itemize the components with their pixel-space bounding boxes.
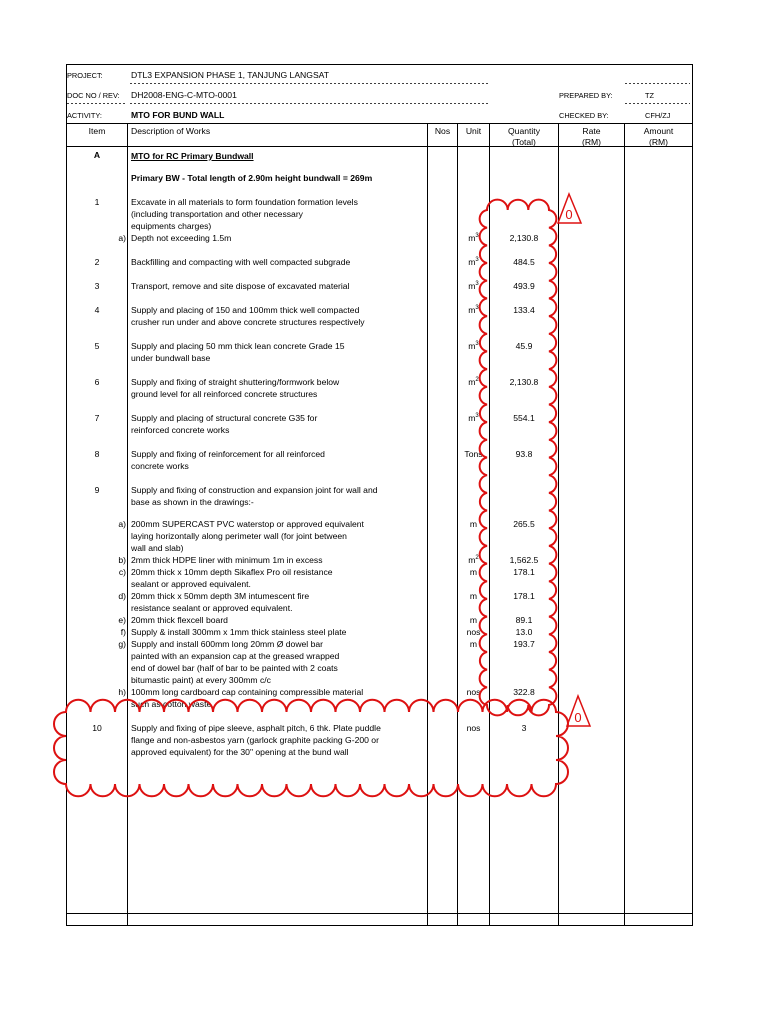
col-nos: Nos — [434, 126, 451, 136]
row-quantity: 133.4 — [513, 305, 535, 315]
row-quantity: 178.1 — [513, 567, 535, 577]
col-quantity: Quantity — [507, 126, 540, 136]
row-item-number: 8 — [94, 449, 100, 459]
row-quantity: 493.9 — [513, 281, 535, 291]
row-unit-text: m — [468, 377, 476, 387]
row-description-line: Supply and placing 50 mm thick lean concrete Grade 15 — [131, 341, 345, 351]
row-description-line: under bundwall base — [131, 353, 211, 363]
row-quantity: 3 — [521, 723, 527, 733]
checked-label: CHECKED BY: — [559, 111, 609, 120]
row-unit-text: m — [468, 555, 476, 565]
row-description-line: sealant or approved equivalent. — [131, 579, 251, 589]
row-unit-text: m — [468, 233, 476, 243]
row-unit-exponent: 3 — [475, 413, 479, 420]
row-description-line: 100mm long cardboard cap containing compressible material — [131, 687, 364, 697]
row-quantity: 13.0 — [515, 627, 533, 637]
row-description-line: wall and slab) — [131, 543, 184, 553]
row-item-number: 3 — [94, 281, 100, 291]
row-unit-exponent: 3 — [475, 305, 479, 312]
row-item-number: 10 — [92, 723, 102, 733]
row-item-number: 2 — [94, 257, 100, 267]
activity-value: MTO FOR BUND WALL — [131, 110, 225, 120]
row-description-line: 2mm thick HDPE liner with minimum 1m in excess — [131, 555, 323, 565]
row-description-line: 20mm thick flexcell board — [131, 615, 228, 625]
row-description-line: 200mm SUPERCAST PVC waterstop or approved equivalent — [131, 519, 364, 529]
row-description-line: ground level for all reinforced concrete structures — [131, 389, 318, 399]
row-description-line: flange and non-asbestos yarn (garlock graphite packing G-200 or — [131, 735, 379, 745]
row-unit-exponent: 2 — [475, 377, 479, 384]
row-description-line: equipments charges) — [131, 221, 212, 231]
row-description-line: Supply & install 300mm x 1mm thick stainless steel plate — [131, 627, 347, 637]
row-description-line: Supply and fixing of pipe sleeve, asphalt pitch, 6 thk. Plate puddle — [131, 723, 381, 733]
col-unit: Unit — [465, 126, 482, 136]
row-description-line: Excavate in all materials to form foundation formation levels — [131, 197, 358, 207]
col-description: Description of Works — [131, 126, 211, 136]
section-title: MTO for RC Primary Bundwall — [131, 151, 254, 161]
activity-label: ACTIVITY: — [67, 111, 102, 120]
row-description-line: Supply and fixing of straight shuttering/formwork below — [131, 377, 340, 387]
row-item-number: 7 — [94, 413, 100, 423]
row-quantity: 2,130.8 — [509, 377, 539, 387]
row-description-line: Supply and placing of 150 and 100mm thick well compacted — [131, 305, 360, 315]
row-unit-text: nos — [466, 687, 481, 697]
row-quantity: 93.8 — [515, 449, 533, 459]
row-quantity: 45.9 — [515, 341, 533, 351]
row-description-line: concrete works — [131, 461, 189, 471]
row-description-line: Supply and fixing of reinforcement for all reinforced — [131, 449, 325, 459]
row-quantity: 554.1 — [513, 413, 535, 423]
col-rate: Rate — [582, 126, 601, 136]
row-description-line: base as shown in the drawings:- — [131, 497, 254, 507]
row-description-line: Supply and fixing of construction and expansion joint for wall and — [131, 485, 378, 495]
row-item-number: 9 — [94, 485, 100, 495]
row-item-number: c) — [118, 567, 126, 577]
row-quantity: 322.8 — [513, 687, 535, 697]
row-item-number: 1 — [94, 197, 100, 207]
row-unit-exponent: 3 — [475, 341, 479, 348]
col-quantity-total: (Total) — [512, 137, 536, 147]
row-unit-text: nos — [466, 723, 481, 733]
row-item-number: 5 — [94, 341, 100, 351]
row-description-line: laying horizontally along perimeter wall (for joint between — [131, 531, 347, 541]
row-quantity: 1,562.5 — [509, 555, 539, 565]
row-description-line: such as cotton waste — [131, 699, 212, 709]
doc-label: DOC NO / REV: — [67, 91, 120, 100]
row-unit-text: m — [469, 519, 478, 529]
row-item-number: g) — [118, 639, 126, 649]
row-quantity: 193.7 — [513, 639, 535, 649]
row-description-line: Supply and install 600mm long 20mm Ø dowel bar — [131, 639, 324, 649]
row-description-line: approved equivalent) for the 30" opening at the bund wall — [131, 747, 349, 757]
row-unit-text: m — [468, 281, 476, 291]
row-unit-text: m — [469, 591, 478, 601]
revision-number-2: 0 — [574, 710, 582, 725]
row-quantity: 2,130.8 — [509, 233, 539, 243]
row-quantity: 89.1 — [515, 615, 533, 625]
row-description-line: bitumastic paint) at every 300mm c/c — [131, 675, 271, 685]
row-item-number: f) — [120, 627, 126, 637]
row-unit-text: m — [468, 257, 476, 267]
row-quantity: 178.1 — [513, 591, 535, 601]
row-description-line: resistance sealant or approved equivalent. — [131, 603, 293, 613]
row-description-line: painted with an expansion cap at the greased wrapped — [131, 651, 340, 661]
row-description-line: reinforced concrete works — [131, 425, 230, 435]
row-description-line: Backfilling and compacting with well compacted subgrade — [131, 257, 351, 267]
row-description-line: Depth not exceeding 1.5m — [131, 233, 232, 243]
row-unit-exponent: 3 — [475, 281, 479, 288]
prepared-label: PREPARED BY: — [559, 91, 613, 100]
col-amount: Amount — [643, 126, 674, 136]
row-item-number: h) — [118, 687, 126, 697]
row-item-number: 6 — [94, 377, 100, 387]
revision-number-1: 0 — [565, 207, 573, 222]
row-item-number: a) — [118, 519, 126, 529]
row-unit-text: m — [469, 567, 478, 577]
row-description-line: 20mm thick x 10mm depth Sikaflex Pro oil resistance — [131, 567, 333, 577]
row-description-line: crusher run under and above concrete structures respectively — [131, 317, 365, 327]
doc-value: DH2008-ENG-C-MTO-0001 — [131, 90, 237, 100]
row-item-number: 4 — [94, 305, 100, 315]
row-item-number: d) — [118, 591, 126, 601]
row-description-line: Transport, remove and site dispose of excavated material — [131, 281, 350, 291]
row-description-line: (including transportation and other necessary — [131, 209, 303, 219]
row-unit-text: m — [469, 615, 478, 625]
section-letter: A — [93, 150, 101, 160]
row-item-number: a) — [118, 233, 126, 243]
row-description-line: end of dowel bar (half of bar to be painted with 2 coats — [131, 663, 338, 673]
row-unit-exponent: 3 — [475, 257, 479, 264]
checked-value: CFH/ZJ — [645, 111, 671, 120]
row-unit-text: nos — [466, 627, 481, 637]
row-unit-text: m — [469, 639, 478, 649]
row-quantity: 484.5 — [513, 257, 535, 267]
col-item: Item — [88, 126, 106, 136]
row-unit-exponent: 2 — [475, 555, 479, 562]
row-description-line: Supply and placing of structural concrete G35 for — [131, 413, 318, 423]
row-unit-text: Tons — [464, 449, 483, 459]
col-rate-unit: (RM) — [581, 137, 602, 147]
project-value: DTL3 EXPANSION PHASE 1, TANJUNG LANGSAT — [131, 70, 330, 80]
prepared-value: TZ — [645, 91, 655, 100]
col-amount-unit: (RM) — [648, 137, 669, 147]
row-quantity: 265.5 — [513, 519, 535, 529]
row-unit-text: m — [468, 341, 476, 351]
project-label: PROJECT: — [67, 71, 103, 80]
row-item-number: e) — [118, 615, 126, 625]
row-item-number: b) — [118, 555, 126, 565]
row-unit-text: m — [468, 305, 476, 315]
row-description-line: 20mm thick x 50mm depth 3M intumescent fire — [131, 591, 310, 601]
section-subtitle: Primary BW - Total length of 2.90m height bundwall = 269m — [131, 173, 373, 183]
row-unit-text: m — [468, 413, 476, 423]
row-unit-exponent: 3 — [475, 233, 479, 240]
